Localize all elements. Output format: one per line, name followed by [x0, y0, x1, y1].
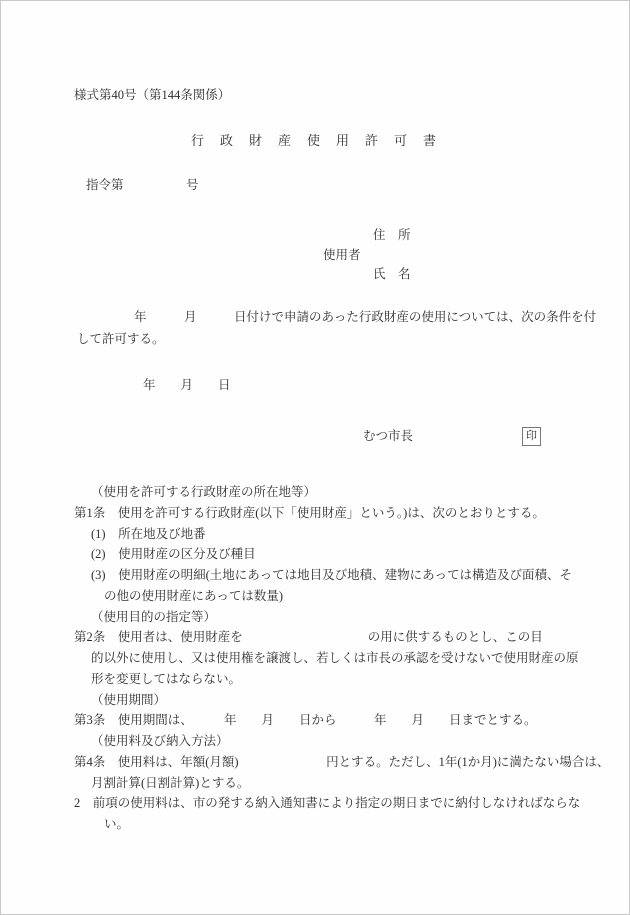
grant-statement-line1: 年 月 日付けで申請のあった行政財産の使用については、次の条件を付 [134, 310, 597, 324]
body-line: 月割計算(日割計算)とする。 [91, 775, 250, 790]
body-line: の他の使用財産にあっては数量) [104, 588, 284, 603]
seal-mark: 印 [522, 427, 541, 446]
body-line: (2) 使用財産の区分及び種目 [91, 547, 256, 562]
body-line: （使用料及び納入方法） [91, 734, 229, 748]
applicant-address-label: 住 所 [373, 228, 411, 242]
body-line: （使用目的の指定等） [91, 609, 217, 624]
body-line: い。 [104, 817, 130, 831]
body-line: 形を変更してはならない。 [91, 671, 242, 686]
applicant-name-label: 氏 名 [373, 267, 411, 281]
body-line: 第3条 使用期間は、 年 月 日から 年 月 日までとする。 [74, 713, 537, 728]
applicant-role-label: 使用者 [323, 248, 361, 262]
body-lines [1, 482, 630, 835]
directive-number-line: 指令第 号 [86, 178, 199, 192]
form-number: 様式第40号（第144条関係） [74, 88, 231, 102]
body-line: （使用期間） [91, 692, 167, 707]
issuer-mayor-label: むつ市長 [363, 429, 414, 443]
grant-statement-line2: して許可する。 [77, 332, 165, 346]
body-line: （使用を許可する行政財産の所在地等） [91, 485, 317, 499]
body-line: 第4条 使用料は、年額(月額) 円とする。ただし、1年(1か月)に満たない場合は、 [74, 754, 610, 769]
body-line: 2 前項の使用料は、市の発する納入通知書により指定の期日までに納付しなければならな [74, 796, 581, 811]
document-title: 行 政 財 産 使 用 許 可 書 [191, 133, 438, 148]
body-line: 第2条 使用者は、使用財産を の用に供するものとし、この目 [74, 630, 543, 645]
body-line: 的以外に使用し、又は使用権を譲渡し、若しくは市長の承認を受けないで使用財産の原 [91, 651, 579, 665]
issue-date-line: 年 月 日 [143, 378, 231, 392]
body-line: (3) 使用財産の明細(土地にあっては地目及び地積、建物にあっては構造及び面積、そ [91, 568, 572, 582]
body-line: 第1条 使用を許可する行政財産(以下「使用財産」という。)は、次のとおりとする。 [74, 505, 545, 520]
body-line: (1) 所在地及び地番 [91, 526, 206, 541]
